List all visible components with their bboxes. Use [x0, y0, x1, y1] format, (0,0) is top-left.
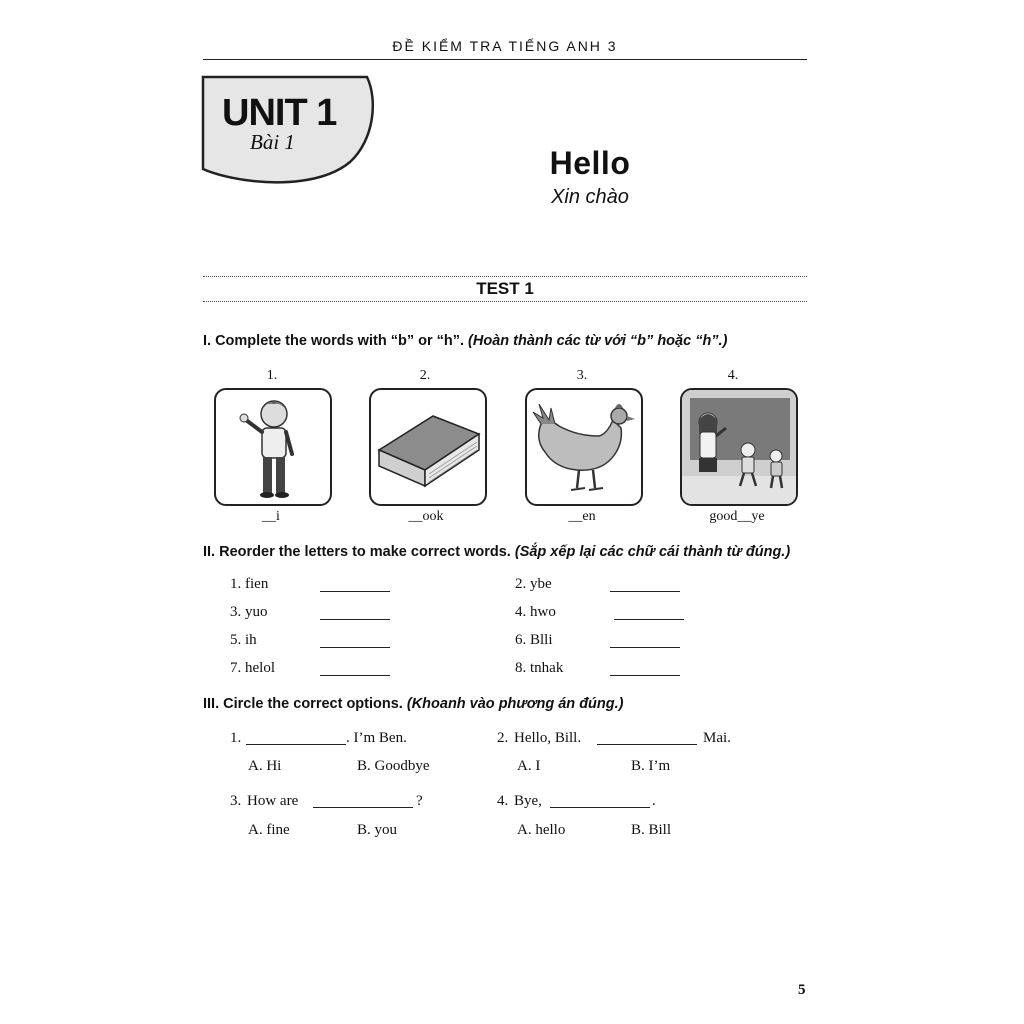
lesson-title: Hello — [549, 145, 631, 181]
book-icon — [371, 390, 485, 504]
option-b[interactable]: B. I’m — [631, 758, 671, 774]
reorder-item: 8. tnhak — [515, 660, 564, 676]
section3-title-vi: (Khoanh vào phương án đúng.) — [406, 696, 624, 712]
answer-blank[interactable] — [614, 619, 684, 620]
section1-heading — [203, 333, 727, 349]
option-b[interactable]: B. you — [357, 822, 398, 838]
question-text: Mai. — [703, 730, 731, 746]
section2-heading — [203, 544, 790, 560]
lesson-subtitle: Xin chào — [551, 186, 629, 208]
section3-heading — [203, 696, 623, 712]
picture-number: 4. — [727, 368, 739, 383]
option-b[interactable]: B. Bill — [631, 822, 672, 838]
picture-number: 3. — [576, 368, 588, 383]
reorder-item: 7. helol — [230, 660, 275, 676]
question-number: 1. — [230, 730, 242, 746]
boy-waving-icon — [216, 390, 330, 504]
option-b[interactable]: B. Goodbye — [357, 758, 430, 774]
answer-blank[interactable] — [313, 807, 413, 808]
test-label: TEST 1 — [476, 279, 534, 298]
picture-caption: good__ye — [709, 509, 765, 524]
section1-title: I. Complete the words with “b” or “h”. — [203, 333, 465, 349]
reorder-item: 1. fien — [230, 576, 269, 592]
test-divider-top — [203, 276, 807, 277]
reorder-item: 5. ih — [230, 632, 257, 648]
answer-blank[interactable] — [610, 675, 680, 676]
picture-box — [214, 388, 332, 506]
answer-blank[interactable] — [597, 744, 697, 745]
option-a[interactable]: A. fine — [248, 822, 290, 838]
option-a[interactable]: A. I — [517, 758, 541, 774]
picture-box — [680, 388, 798, 506]
picture-box — [369, 388, 487, 506]
answer-blank[interactable] — [550, 807, 650, 808]
picture-caption: __ook — [408, 509, 444, 524]
answer-blank[interactable] — [320, 647, 390, 648]
book-header-title: ĐỀ KIỂM TRA TIẾNG ANH 3 — [392, 38, 618, 54]
section1-title-vi: (Hoàn thành các từ với “b” hoặc “h”.) — [468, 333, 728, 349]
answer-blank[interactable] — [246, 744, 346, 745]
question-text: Bye, — [514, 793, 542, 809]
answer-blank[interactable] — [320, 675, 390, 676]
question-text: Hello, Bill. — [514, 730, 582, 746]
test-divider-bottom — [203, 301, 807, 302]
unit-lesson: Bài 1 — [250, 130, 295, 154]
picture-number: 1. — [266, 368, 278, 383]
classroom-goodbye-icon — [682, 390, 796, 504]
question-text: How are — [247, 793, 299, 809]
answer-blank[interactable] — [610, 647, 680, 648]
answer-blank[interactable] — [320, 619, 390, 620]
answer-blank[interactable] — [320, 591, 390, 592]
option-a[interactable]: A. Hi — [248, 758, 282, 774]
section3-title: III. Circle the correct options. — [203, 696, 403, 712]
reorder-item: 3. yuo — [230, 604, 268, 620]
question-text: . — [652, 793, 656, 809]
section2-title: II. Reorder the letters to make correct words. — [203, 544, 511, 560]
picture-box — [525, 388, 643, 506]
reorder-item: 6. Blli — [515, 632, 553, 648]
question-text: . I’m Ben. — [346, 730, 407, 746]
section2-title-vi: (Sắp xếp lại các chữ cái thành từ đúng.) — [514, 544, 791, 560]
option-a[interactable]: A. hello — [517, 822, 566, 838]
question-number: 4. — [497, 793, 509, 809]
question-text: ? — [416, 793, 423, 809]
unit-title: UNIT 1 — [222, 92, 337, 134]
reorder-item: 2. ybe — [515, 576, 552, 592]
picture-number: 2. — [419, 368, 431, 383]
picture-caption: __i — [262, 509, 280, 524]
question-number: 3. — [230, 793, 242, 809]
hen-icon — [527, 390, 641, 504]
answer-blank[interactable] — [610, 591, 680, 592]
question-number: 2. — [497, 730, 509, 746]
page-number: 5 — [798, 982, 806, 998]
reorder-item: 4. hwo — [515, 604, 556, 620]
picture-caption: __en — [568, 509, 596, 524]
